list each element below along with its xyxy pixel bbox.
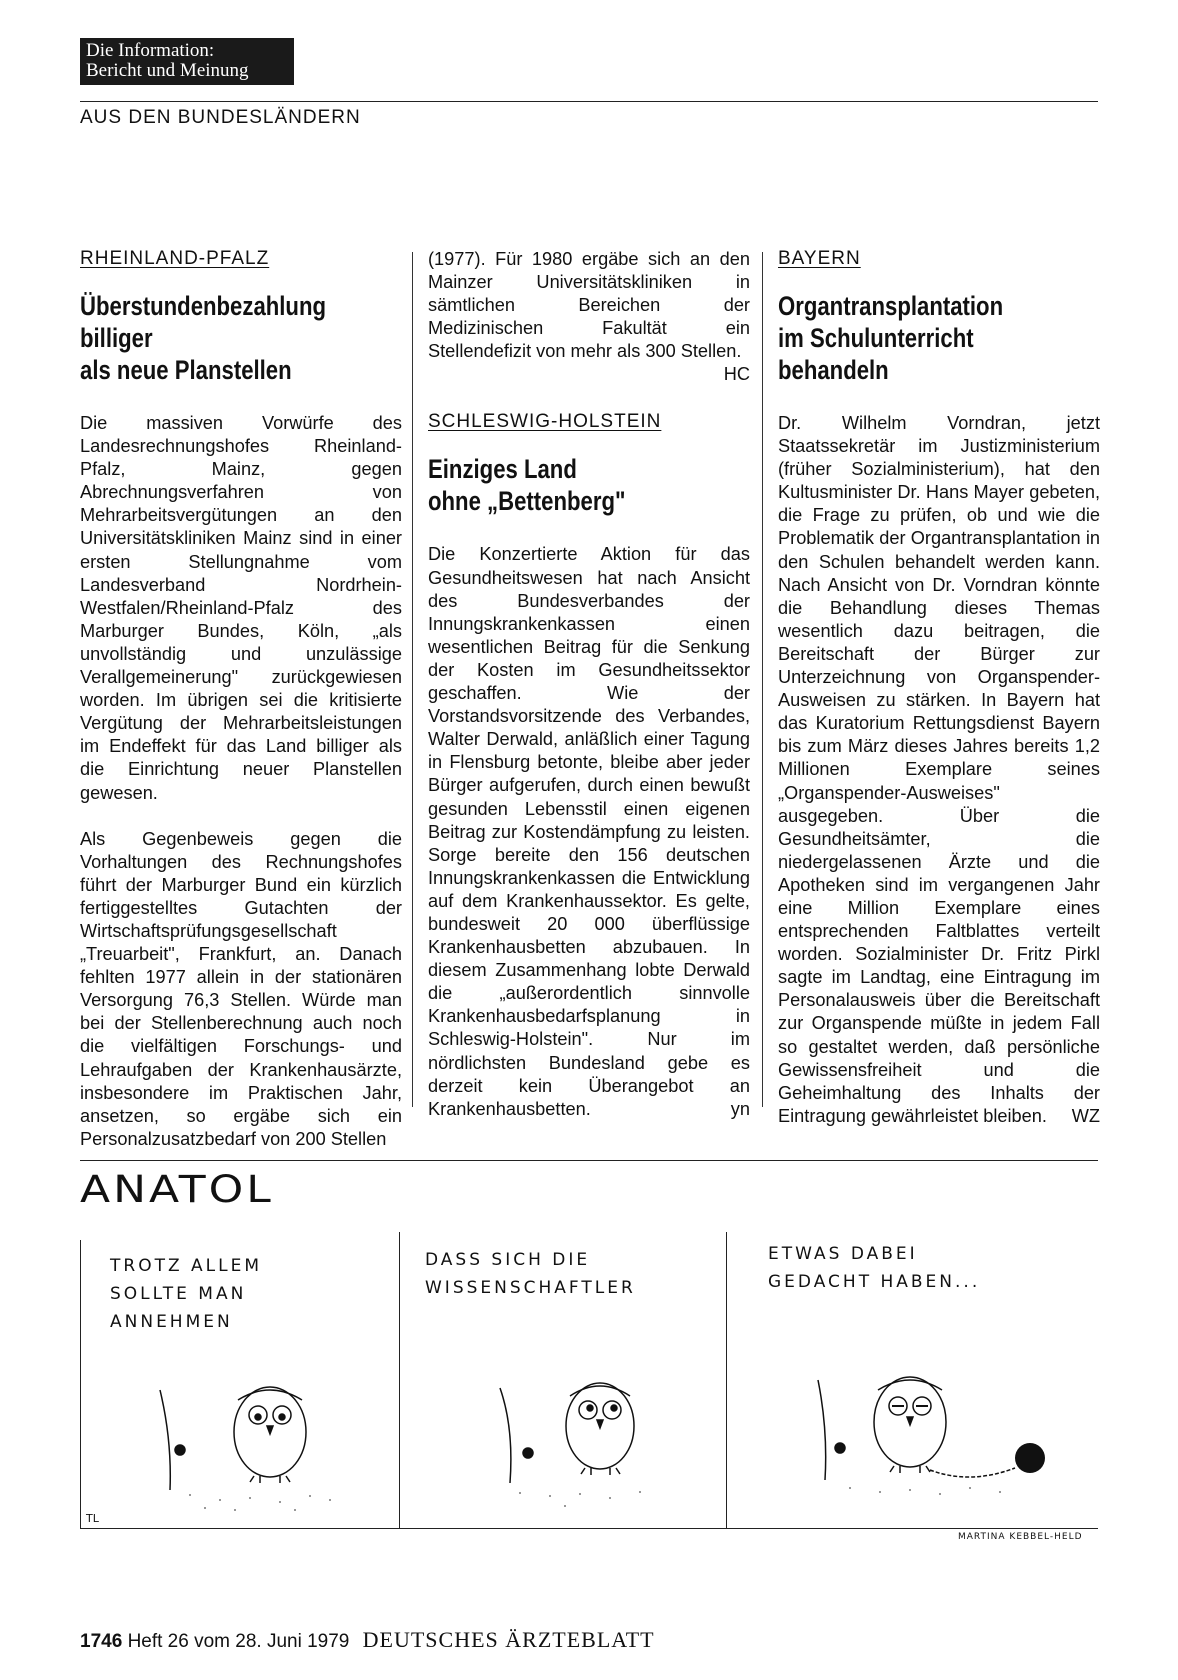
speech-line: GEDACHT HABEN... xyxy=(768,1272,981,1292)
region-label: BAYERN xyxy=(778,248,861,269)
article-headline xyxy=(778,290,1100,386)
author-signature: HC xyxy=(723,364,750,385)
flower-head xyxy=(835,1443,845,1453)
article-bayern xyxy=(778,248,1100,1128)
comic-top-rule xyxy=(80,1160,1098,1161)
article-paragraph: Die massiven Vorwürfe des Landesrechnungshofes Rheinland-Pfalz, Mainz, gegen Abrechnungsverfahren von Mehrarbeitsvergütungen an den Universitätskliniken Mainz sind in einer ersten Stellungnahme vom Landesverband Nordrhein-Westfalen/Rheinland-Pfalz des Marburger Bundes, Köln, „als unvollständig und unzulässige Verallgemeinerung" zurückgewiesen worden. Im übrigen sei die kritisierte Vergütung der Mehrarbeitsleistungen im Endeffekt für das Land billiger als die Einrichtung neuer Planstellen gewesen. xyxy=(80,413,402,803)
speech-line: SOLLTE MAN xyxy=(110,1284,247,1304)
column-divider xyxy=(412,252,413,1107)
owl-with-flower-illustration xyxy=(470,1368,710,1518)
owl-beak xyxy=(597,1420,603,1428)
article-rheinland-pfalz xyxy=(80,248,402,1151)
headline-line: Organtransplantation xyxy=(778,291,1004,321)
owl-beak xyxy=(267,1426,273,1434)
top-rule xyxy=(80,101,1098,102)
page-footer xyxy=(80,1627,655,1653)
column-divider xyxy=(762,252,763,1107)
issue-info: Heft 26 vom 28. Juni 1979 xyxy=(127,1631,350,1652)
owl-beak xyxy=(907,1417,913,1425)
magazine-name: DEUTSCHES ÄRZTEBLATT xyxy=(362,1627,655,1652)
headline-line: ohne „Bettenberg" xyxy=(428,486,626,517)
speech-line: DASS SICH DIE xyxy=(425,1250,591,1270)
masthead-line-1: Die Information: xyxy=(86,40,215,61)
article-paragraph: Als Gegenbeweis gegen die Vorhaltungen des Rechnungshofes führt der Marburger Bund ein kürzlich fertiggestelltes Gutachten der Wirtschaftsprüfungsgesellschaft „Treuarbeit", Frankfurt, an. Danach fehlten 1977 allein in der stationären Versorgung 76,3 Stellen. Würde man bei der Stellenberechnung auch noch die vielfältigen Forschungs- und Lehraufgaben der Krankenhausärzte, insbesondere im Praktischen Jahr, ansetzen, so ergäbe sich ein Personalzusatzbedarf von 200 Stellen xyxy=(80,828,402,1149)
ball-and-chain-ball xyxy=(1015,1443,1045,1473)
speech-line: TROTZ ALLEM xyxy=(110,1256,262,1276)
author-signature: WZ xyxy=(1071,1105,1100,1126)
article-headline xyxy=(428,453,750,517)
owl-hair xyxy=(238,1390,302,1400)
owl-with-ball-and-chain-illustration xyxy=(800,1360,1090,1510)
comic-panel-3-text xyxy=(768,1240,980,1296)
comic-artist-credit: MARTINA KEBBEL-HELD xyxy=(958,1532,1083,1542)
flower-head xyxy=(523,1448,533,1458)
owl-with-flower-illustration xyxy=(130,1370,390,1520)
comic-initials: TL xyxy=(86,1512,99,1525)
flower-stem xyxy=(500,1388,511,1483)
chain xyxy=(930,1468,1015,1477)
owl-hair xyxy=(878,1380,942,1390)
page-number: 1746 xyxy=(80,1631,123,1652)
flower-stem xyxy=(818,1380,826,1480)
panel-border xyxy=(80,1240,81,1528)
continuation-text: (1977). Für 1980 ergäbe sich an den Mainzer Universitätskliniken in sämtlichen Bereichen der Medizinischen Fakultät ein Stellendefizit von mehr als 300 Stellen. xyxy=(428,249,750,362)
paragraph-text: Dr. Wilhelm Vorndran, jetzt Staatssekretär im Justizministerium (früher Sozialministerium), hat den Kultusminister Dr. Hans Mayer gebeten, die Frage zu prüfen, ob und wie die Problematik der Organtransplantation in den Schulen behandelt werden kann. Nach Ansicht von Dr. Vorndran könnte die Behandlung dieses Themas wesentlich dazu beitragen, die Bereitschaft der Bürger zur Unterzeichnung von Organspender-Ausweisen zu stärken. In Bayern hat das Kuratorium Rettungsdienst Bayern bis zum März dieses Jahres bereits 1,2 Millionen Exemplare seines „Organspender-Ausweises" ausgegeben. Über die Gesundheitsämter, die niedergelassenen Ärzte und die Apotheken sind im vergangenen Jahr eine Million Exemplare eines entsprechenden Faltblattes verteilt worden. Sozialminister Dr. Fritz Pirkl sagte im Landtag, eine Eintragung im Personalausweis über die Bereitschaft zur Organspende müßte in jedem Fall so gestaltet werden, daß persönliche Gewissensfreiheit und die Geheimhaltung des Inhalts der Eintragung gewährleistet bleiben. xyxy=(778,413,1100,1126)
speech-line: WISSENSCHAFTLER xyxy=(425,1278,636,1298)
author-signature: yn xyxy=(730,1098,750,1119)
article-paragraph xyxy=(428,543,750,1120)
headline-line: billiger xyxy=(80,323,153,353)
headline-line: als neue Planstellen xyxy=(80,355,292,385)
article-schleswig-holstein xyxy=(428,248,750,1121)
comic-panel-1-text xyxy=(110,1252,262,1336)
article-headline xyxy=(80,290,402,386)
comic-panel-2-text xyxy=(425,1246,636,1302)
masthead-line-2: Bericht und Meinung xyxy=(86,60,249,81)
region-label: RHEINLAND-PFALZ xyxy=(80,248,270,269)
panel-border xyxy=(726,1232,727,1528)
headline-line: behandeln xyxy=(778,355,889,385)
panel-border xyxy=(399,1232,400,1528)
article-paragraph xyxy=(778,412,1100,1128)
masthead xyxy=(80,38,294,85)
owl-hair xyxy=(570,1386,630,1396)
continuation-paragraph xyxy=(428,248,750,385)
speech-line: ANNEHMEN xyxy=(110,1312,233,1332)
headline-line: im Schulunterricht xyxy=(778,323,974,353)
section-title: AUS DEN BUNDESLÄNDERN xyxy=(80,107,361,128)
region-label: SCHLESWIG-HOLSTEIN xyxy=(428,411,662,433)
headline-line: Einziges Land xyxy=(428,454,577,485)
panel-bottom-border xyxy=(80,1528,1098,1529)
headline-line: Überstundenbezahlung xyxy=(80,291,327,321)
paragraph-text: Die Konzertierte Aktion für das Gesundheitswesen hat nach Ansicht des Bundesverbandes der Innungskrankenkassen einen wesentlichen Beitrag für die Senkung der Kosten im Gesundheitssektor geschaffen. Wie der Vorstandsvorsitzende des Verbandes, Walter Derwald, anläßlich einer Tagung in Flensburg betonte, bleibe aber jeder Bürger aufgerufen, durch einen bewußt gesunden Lebensstil einen eigenen Beitrag zur Kostendämpfung zu leisten. Sorge bereite den 156 deutschen Innungskrankenkassen die Entwicklung auf dem Krankenhaussektor. Es gelte, bundesweit 20 000 überflüssige Krankenhausbetten abzubauen. In diesem Zusammenhang lobte Derwald die „außerordentlich sinnvolle Krankenhausbedarfsplanung in Schleswig-Holstein". Nur im nördlichsten Bundesland gebe es derzeit kein Überangebot an Krankenhausbetten. xyxy=(428,544,750,1119)
speech-line: ETWAS DABEI xyxy=(768,1244,918,1264)
flower-stem xyxy=(160,1390,170,1490)
comic-title: ANATOL xyxy=(80,1168,274,1212)
flower-head xyxy=(175,1445,185,1455)
